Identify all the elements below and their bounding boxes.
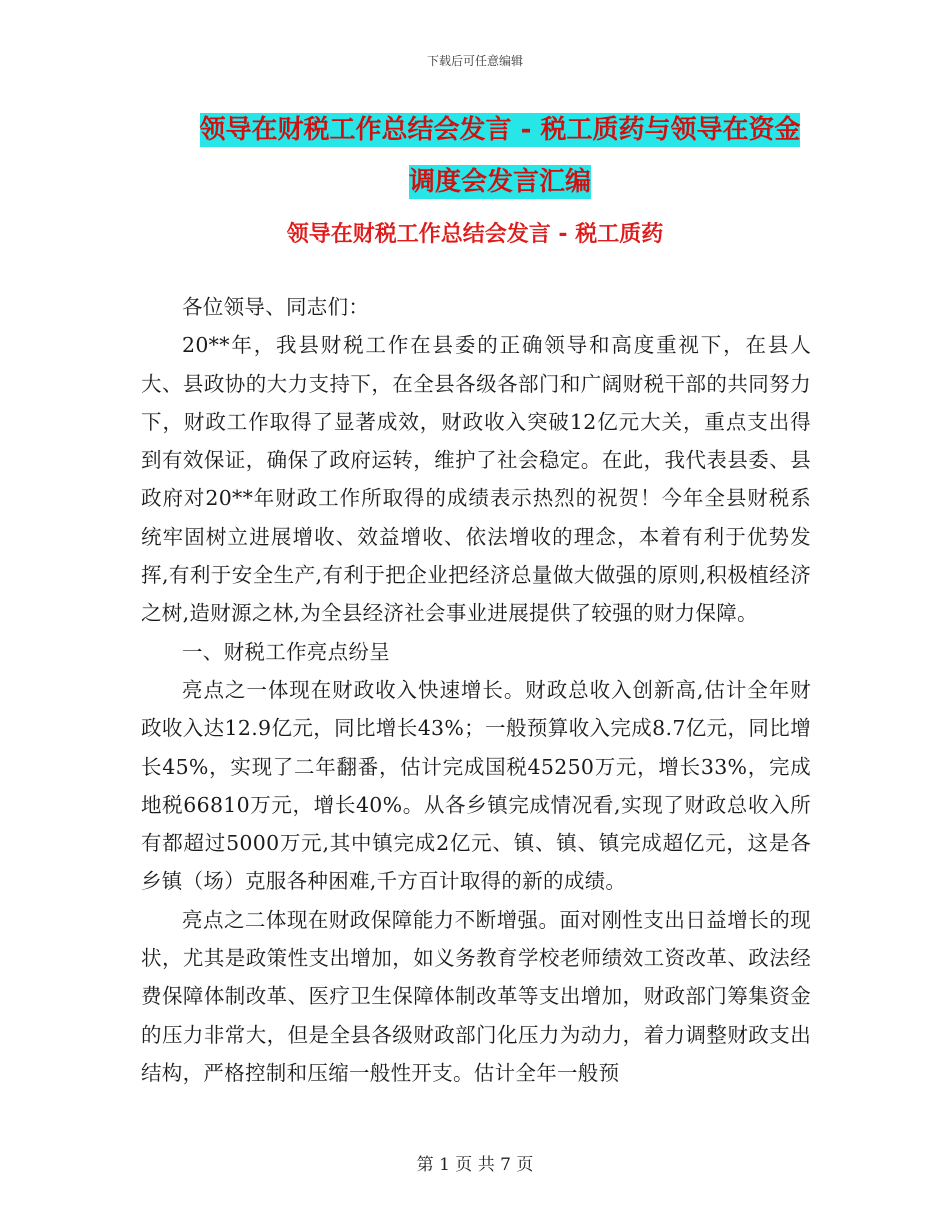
paragraph-greeting: 各位领导、同志们： — [182, 295, 370, 319]
paragraph-intro: 20**年，我县财税工作在县委的正确领导和高度重视下，在县人大、县政协的大力支持下，在全县各级各部门和广阔财税干部的共同努力下，财政工作取得了显著成效，财政收入突破12亿元大关，重点支出得到有效保证，确保了政府运转，维护了社会稳定。在此，我代表县委、县政府对20**年财政工作所取得的成绩表示热烈的祝贺！今年全县财税系统牢固树立进展增收、效益增收、依法增收的理念，本着有利于优势发挥,有利于安全生产,有利于把企业把经济总量做大做强的原则,积极植经济之树,造财源之林,为全县经济社会事业进展提供了较强的财力保障。 — [141, 333, 811, 626]
document-title — [185, 104, 815, 208]
paragraph-heading-highlights: 一、财税工作亮点纷呈 — [182, 639, 390, 664]
section-title: 领导在财税工作总结会发言 - 税工质药 — [286, 222, 664, 247]
document-body — [141, 288, 811, 1092]
document-title-line-1: 领导在财税工作总结会发言 - 税工质药与领导在资金 — [199, 115, 801, 145]
paragraph-highlight-one: 亮点之一体现在财政收入快速增长。财政总收入创新高,估计全年财政收入达12.9亿元，同比增长43%；一般预算收入完成8.7亿元，同比增长45%，实现了二年翻番，估计完成国税45250万元，增长33%，完成地税66810万元，增长40%。从各乡镇完成情况看,实现了财政总收入所有都超过5000万元,其中镇完成2亿元、镇、镇、镇完成超亿元，这是各乡镇（场）克服各种困难,千方百计取得的新的成绩。 — [141, 677, 811, 894]
paragraph-highlight-two: 亮点之二体现在财政保障能力不断增强。面对刚性支出日益增长的现状，尤其是政策性支出增加，如义务教育学校老师绩效工资改革、政法经费保障体制改革、医疗卫生保障体制改革等支出增加，财政部门筹集资金的压力非常大，但是全县各级财政部门化压力为动力，着力调整财政支出结构，严格控制和压缩一般性开支。估计全年一般预 — [141, 907, 811, 1085]
document-title-line-2: 调度会发言汇编 — [408, 167, 591, 197]
page-header-note: 下载后可任意编辑 — [426, 54, 523, 68]
page-number-footer: 第 1 页 共 7 页 — [416, 1155, 534, 1175]
